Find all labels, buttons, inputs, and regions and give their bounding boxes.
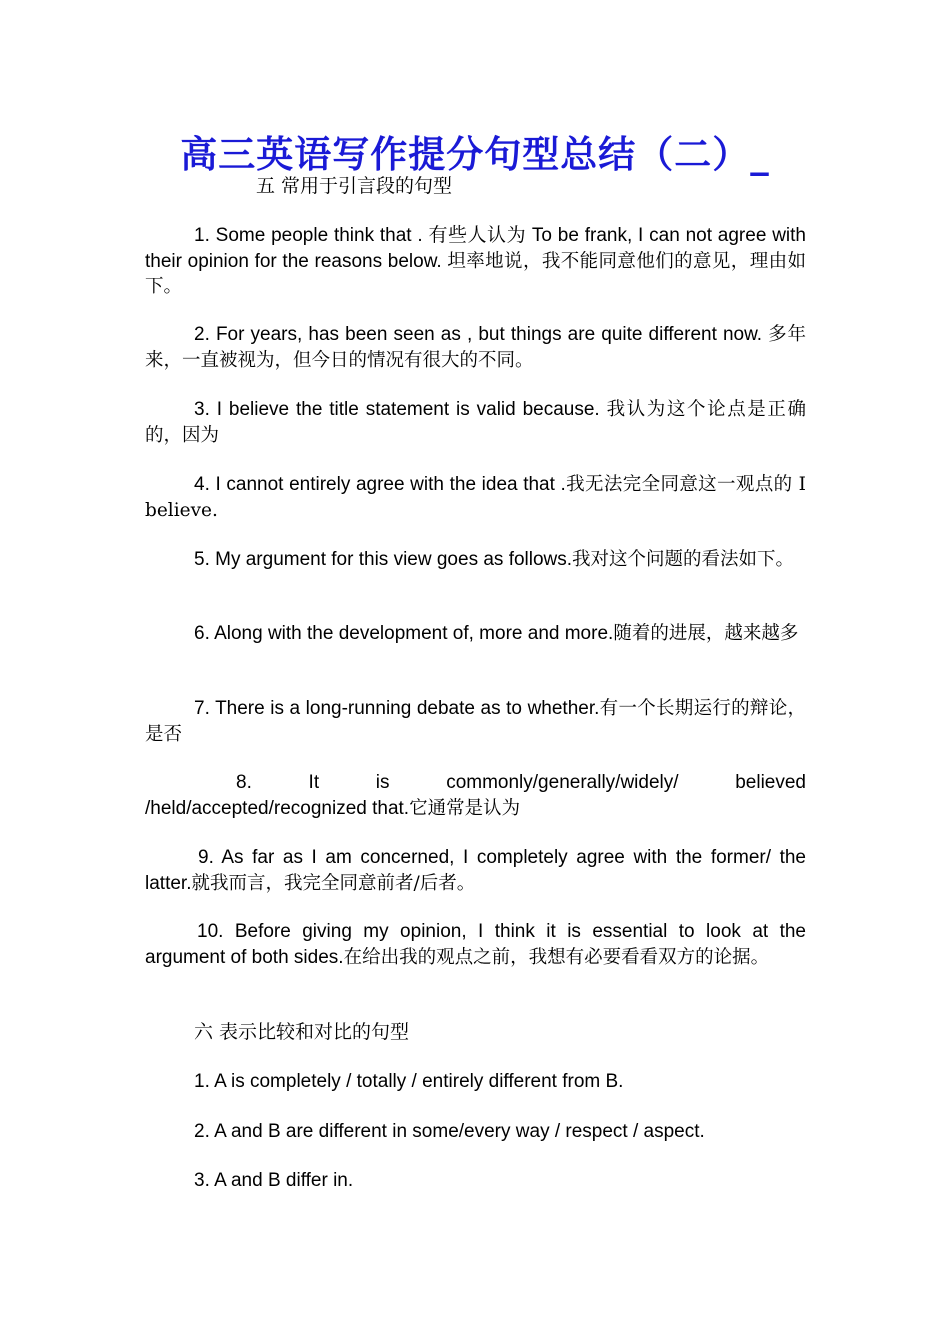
item-english: 1. Some people think that . 有些人认为 To be frank, I can not agree with their opinion for the reasons below.: [145, 225, 806, 272]
item-chinese: 我认为这个论点是正确的，因为: [145, 399, 807, 446]
item-english: 2. A and B are different in some/every way / respect / aspect.: [194, 1121, 705, 1142]
item-chinese: 我对这个问题的看法如下。: [572, 549, 795, 570]
list-item: [145, 1069, 806, 1095]
item-english: 9. As far as I am concerned, I completely agree with the former/ the latter.: [145, 847, 806, 894]
list-item: [145, 223, 806, 300]
section-six-heading: 六 表示比较和对比的句型: [194, 1021, 410, 1043]
item-chinese: 我无法完全同意这一观点的 I believe.: [145, 474, 806, 521]
list-item: [145, 397, 806, 448]
item-english: 3. A and B differ in.: [194, 1170, 354, 1191]
list-item: [145, 322, 806, 373]
item-english: 8. It is commonly/generally/widely/ believed /held/accepted/recognized that.: [145, 772, 806, 819]
list-item: [145, 621, 806, 647]
list-item: [145, 845, 806, 896]
item-english: 3. I believe the title statement is valid because.: [194, 399, 600, 420]
item-english: 4. I cannot entirely agree with the idea that .: [194, 474, 566, 495]
list-item: [145, 1119, 806, 1145]
item-english: 2. For years, has been seen as , but things are quite different now.: [194, 324, 763, 345]
item-chinese: 有一个长期运行的辩论，是否: [145, 698, 806, 745]
list-item: [145, 547, 806, 573]
item-chinese: 随着的进展，越来越多: [613, 623, 799, 644]
list-item: [145, 1168, 806, 1194]
item-english: 7. There is a long-running debate as to whether.: [194, 698, 600, 719]
item-chinese: 多年来，一直被视为，但今日的情况有很大的不同。: [145, 324, 806, 371]
item-chinese: 就我而言，我完全同意前者/后者。: [191, 872, 476, 894]
list-item: [145, 472, 806, 523]
section-five-heading: 五 常用于引言段的句型: [256, 175, 453, 197]
item-english: 6. Along with the development of, more and more.: [194, 623, 614, 644]
item-chinese: 它通常是认为: [409, 797, 521, 819]
document-title: 高三英语写作提分句型总结（二）_: [180, 133, 770, 176]
item-english: 1. A is completely / totally / entirely different from B.: [194, 1071, 624, 1092]
item-english: 10. Before giving my opinion, I think it is essential to look at the argument of both sides.: [145, 921, 806, 968]
item-english: 5. My argument for this view goes as follows.: [194, 549, 573, 570]
list-item: [145, 696, 806, 747]
list-item: [145, 919, 806, 970]
item-chinese: 坦率地说，我不能同意他们的意见，理由如下。: [145, 250, 806, 297]
item-chinese: 在给出我的观点之前，我想有必要看看双方的论据。: [343, 946, 770, 968]
list-item: [145, 770, 806, 821]
